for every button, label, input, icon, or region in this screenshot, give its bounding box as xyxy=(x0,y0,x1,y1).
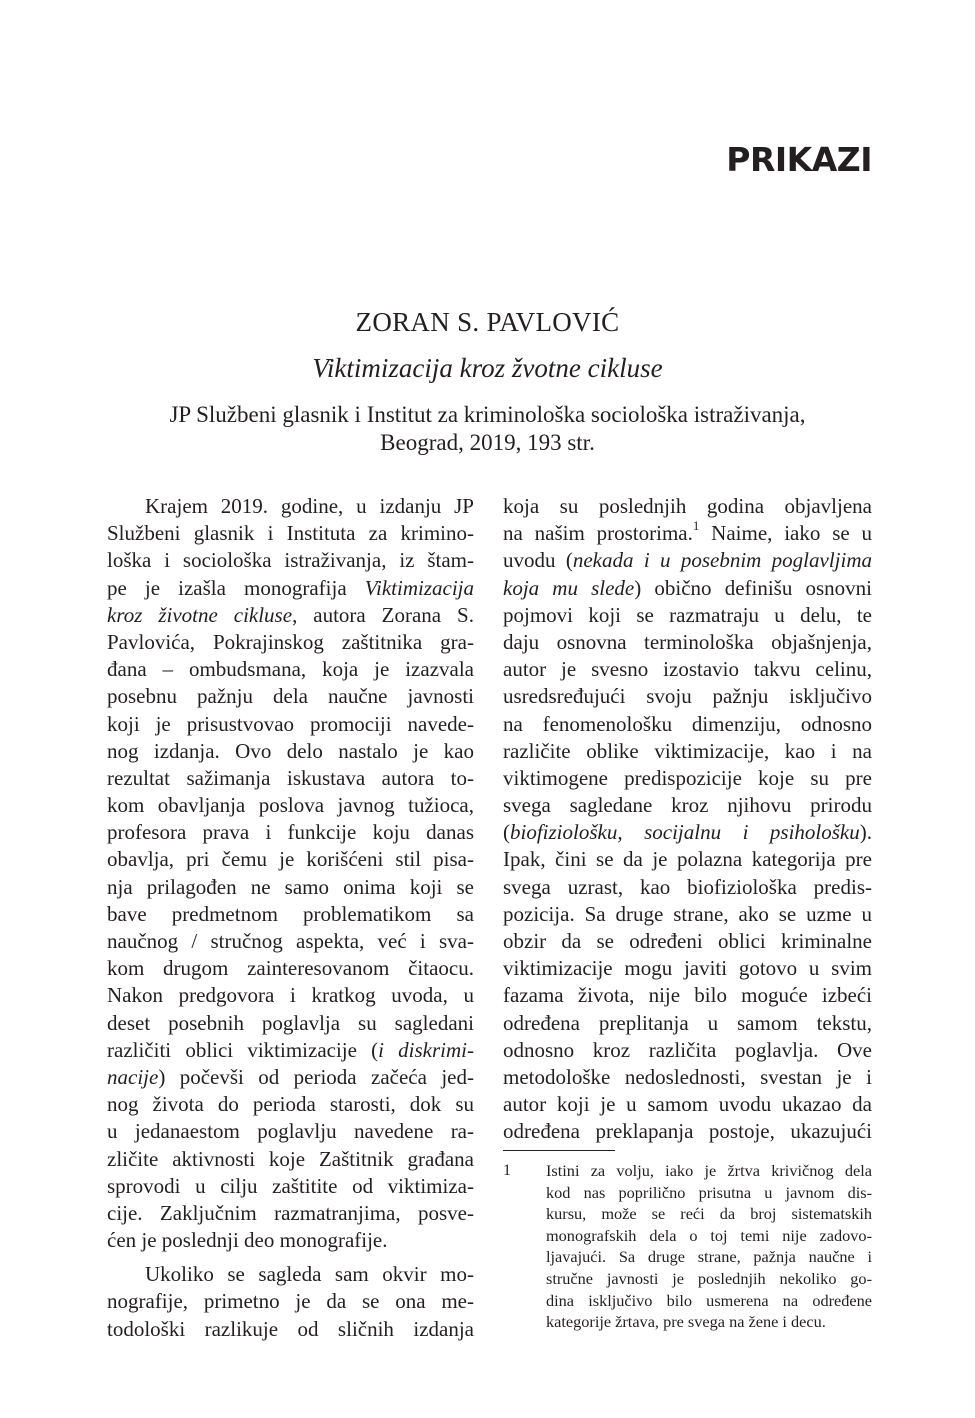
text-line: pe je izašla monografija Viktimizacija xyxy=(107,575,474,600)
text-line: naučnog / stručnog aspekta, već i sva- xyxy=(107,929,474,953)
italic-phrase: nekada i u posebnim poglavljima xyxy=(572,548,872,573)
text-line: Službeni glasnik i Instituta za krimino- xyxy=(107,521,474,546)
italic-phrase: nacije xyxy=(107,1064,159,1089)
text-line: određena preklapanja postoje, ukazujući xyxy=(503,1119,872,1144)
text-line: nacije) počevši od perioda začeća jed- xyxy=(107,1064,474,1089)
text-line: uvodu (nekada i u posebnim poglavljima xyxy=(503,548,872,573)
text-line: cije. Zaključnim razmatranjima, posve- xyxy=(107,1200,474,1225)
text-line: zličite aktivnosti koje Zaštitnik građana xyxy=(107,1146,474,1171)
book-title-italic: kroz životne cikluse xyxy=(107,602,293,627)
footnote-line: monografskih dela o toj temi nije zadovo- xyxy=(546,1225,872,1245)
footnote-line: stručne javnosti je poslednjih nekoliko go- xyxy=(546,1268,872,1288)
footnote-line: ljavajući. Sa druge strane, pažnja naučne i xyxy=(546,1247,872,1267)
text-line: deset posebnih poglavlja su sagledani xyxy=(107,1010,474,1035)
text-line: kroz životne cikluse, autora Zorana S. xyxy=(107,602,474,627)
text-line: koja su poslednjih godina objavljena xyxy=(503,494,872,518)
italic-phrase: koja mu slede xyxy=(503,575,635,600)
text-line: posebnu pažnju dela naučne javnosti xyxy=(107,684,474,709)
footnote-reference[interactable]: 1 xyxy=(692,518,700,534)
text-line: bave predmetnom problematikom sa xyxy=(107,901,474,926)
right-column xyxy=(503,493,872,1146)
footnote-line: kod nas poprilično prisutna u javnom dis- xyxy=(546,1182,872,1202)
text-line: nog života do perioda starosti, dok su xyxy=(107,1092,474,1117)
text-line: kom obavljanja poslova javnog tužioca, xyxy=(107,793,474,818)
text-line: koja mu slede) obično definišu osnovni xyxy=(503,575,872,600)
text-line: viktimogene predispozicije koje su pre xyxy=(503,765,872,790)
footnote-text xyxy=(546,1160,872,1333)
text-line: ćen je poslednji deo monografije. xyxy=(107,1228,388,1253)
text-line: svega sagledane kroz njihovu prirodu xyxy=(503,793,872,818)
text-line: viktimizacije mogu javiti gotovo u svim xyxy=(503,956,872,981)
text-line: đana – ombudsmana, koja je izazvala xyxy=(107,657,474,682)
footnote-line: dina isključivo bilo usmerena na određene xyxy=(546,1290,872,1310)
text-line: kom drugom zainteresovanom čitaocu. xyxy=(107,956,474,981)
text-line: pojmovi koji se razmatraju u delu, te xyxy=(503,602,872,627)
footnote-divider xyxy=(503,1150,615,1151)
book-publication-details: Beograd, 2019, 193 str. xyxy=(380,430,595,455)
text-line: Ipak, čini se da je polazna kategorija pre xyxy=(503,847,872,872)
footnote-number: 1 xyxy=(503,1162,511,1179)
text-line: loška i sociološka istraživanja, iz štam- xyxy=(107,548,474,573)
footnote-line: Istini za volju, iako je žrtva krivičnog dela xyxy=(546,1161,872,1180)
book-publisher: JP Službeni glasnik i Institut za kriminološka sociološka istraživanja, xyxy=(169,402,806,427)
text-line: određena preplitanja u samom tekstu, xyxy=(503,1010,872,1035)
text-line: nografije, primetno je da se ona me- xyxy=(107,1289,474,1314)
text-line: profesora prava i funkcije koju danas xyxy=(107,820,474,845)
text-line: todološki razlikuje od sličnih izdanja xyxy=(107,1316,474,1341)
text-line: rezultat sažimanja iskustava autora to- xyxy=(107,765,474,790)
section-heading: PRIKAZI xyxy=(726,140,872,179)
text-line: Ukoliko se sagleda sam okvir mo- xyxy=(145,1262,474,1287)
text-line: na fenomenološku dimenziju, odnosno xyxy=(503,711,872,736)
text-line: sprovodi u cilju zaštitite od viktimiza- xyxy=(107,1173,474,1198)
text-line: autor je svesno izostavio takvu celinu, xyxy=(503,657,872,682)
text-line: svega uzrast, kao biofiziološka predis- xyxy=(503,874,872,899)
text-line: Pavlovića, Pokrajinskog zaštitnika gra- xyxy=(107,629,474,654)
book-title-italic: Viktimizacija xyxy=(364,575,474,600)
text-line: u jedanaestom poglavlju navedene ra- xyxy=(107,1119,474,1144)
footnote-line: kategorije žrtava, pre svega na žene i decu. xyxy=(546,1312,826,1332)
text-line: usredsređujući svoju pažnju isključivo xyxy=(503,684,872,709)
text-line: različiti oblici viktimizacije (i diskrimi- xyxy=(107,1037,474,1062)
text-line: obavlja, pri čemu je korišćeni stil pisa- xyxy=(107,847,474,872)
text-line: fazama života, nije bilo moguće izbeći xyxy=(503,983,872,1008)
italic-phrase: i diskrimi- xyxy=(378,1037,474,1062)
footnote-line: kursu, može se reći da broj sistematskih xyxy=(546,1204,872,1224)
text-line: na našim prostorima.$^1$ Naime, iako se u xyxy=(503,518,873,546)
text-line: daju osnovna terminološka objašnjenja, xyxy=(503,629,872,654)
text-line: obzir da se određeni oblici kriminalne xyxy=(503,929,872,953)
book-title: Viktimizacija kroz žvotne cikluse xyxy=(312,353,663,383)
text-line: različite oblike viktimizacije, kao i na xyxy=(503,738,872,763)
text-line: Nakon predgovora i kratkog uvoda, u xyxy=(107,983,474,1008)
italic-phrase: biofiziološku, socijalnu i psihološku xyxy=(510,820,860,845)
text-line: (biofiziološku, socijalnu i psihološku). xyxy=(503,820,872,845)
text-line: pozicija. Sa druge strane, ako se uzme u xyxy=(503,901,872,926)
text-line: autor koji je u samom uvodu ukazao da xyxy=(503,1092,872,1117)
text-line: nja prilagođen ne samo onima koji se xyxy=(107,874,474,899)
left-column xyxy=(107,493,474,1343)
book-author: ZORAN S. PAVLOVIĆ xyxy=(355,307,620,337)
text-line: odnosno kroz različita poglavlja. Ove xyxy=(503,1037,872,1062)
text-line: Krajem 2019. godine, u izdanju JP xyxy=(145,494,474,518)
text-line: koji je prisustvovao promociji navede- xyxy=(107,711,474,736)
text-line: metodološke nedoslednosti, svestan je i xyxy=(503,1064,872,1089)
text-line: nog izdanja. Ovo delo nastalo je kao xyxy=(107,738,474,763)
